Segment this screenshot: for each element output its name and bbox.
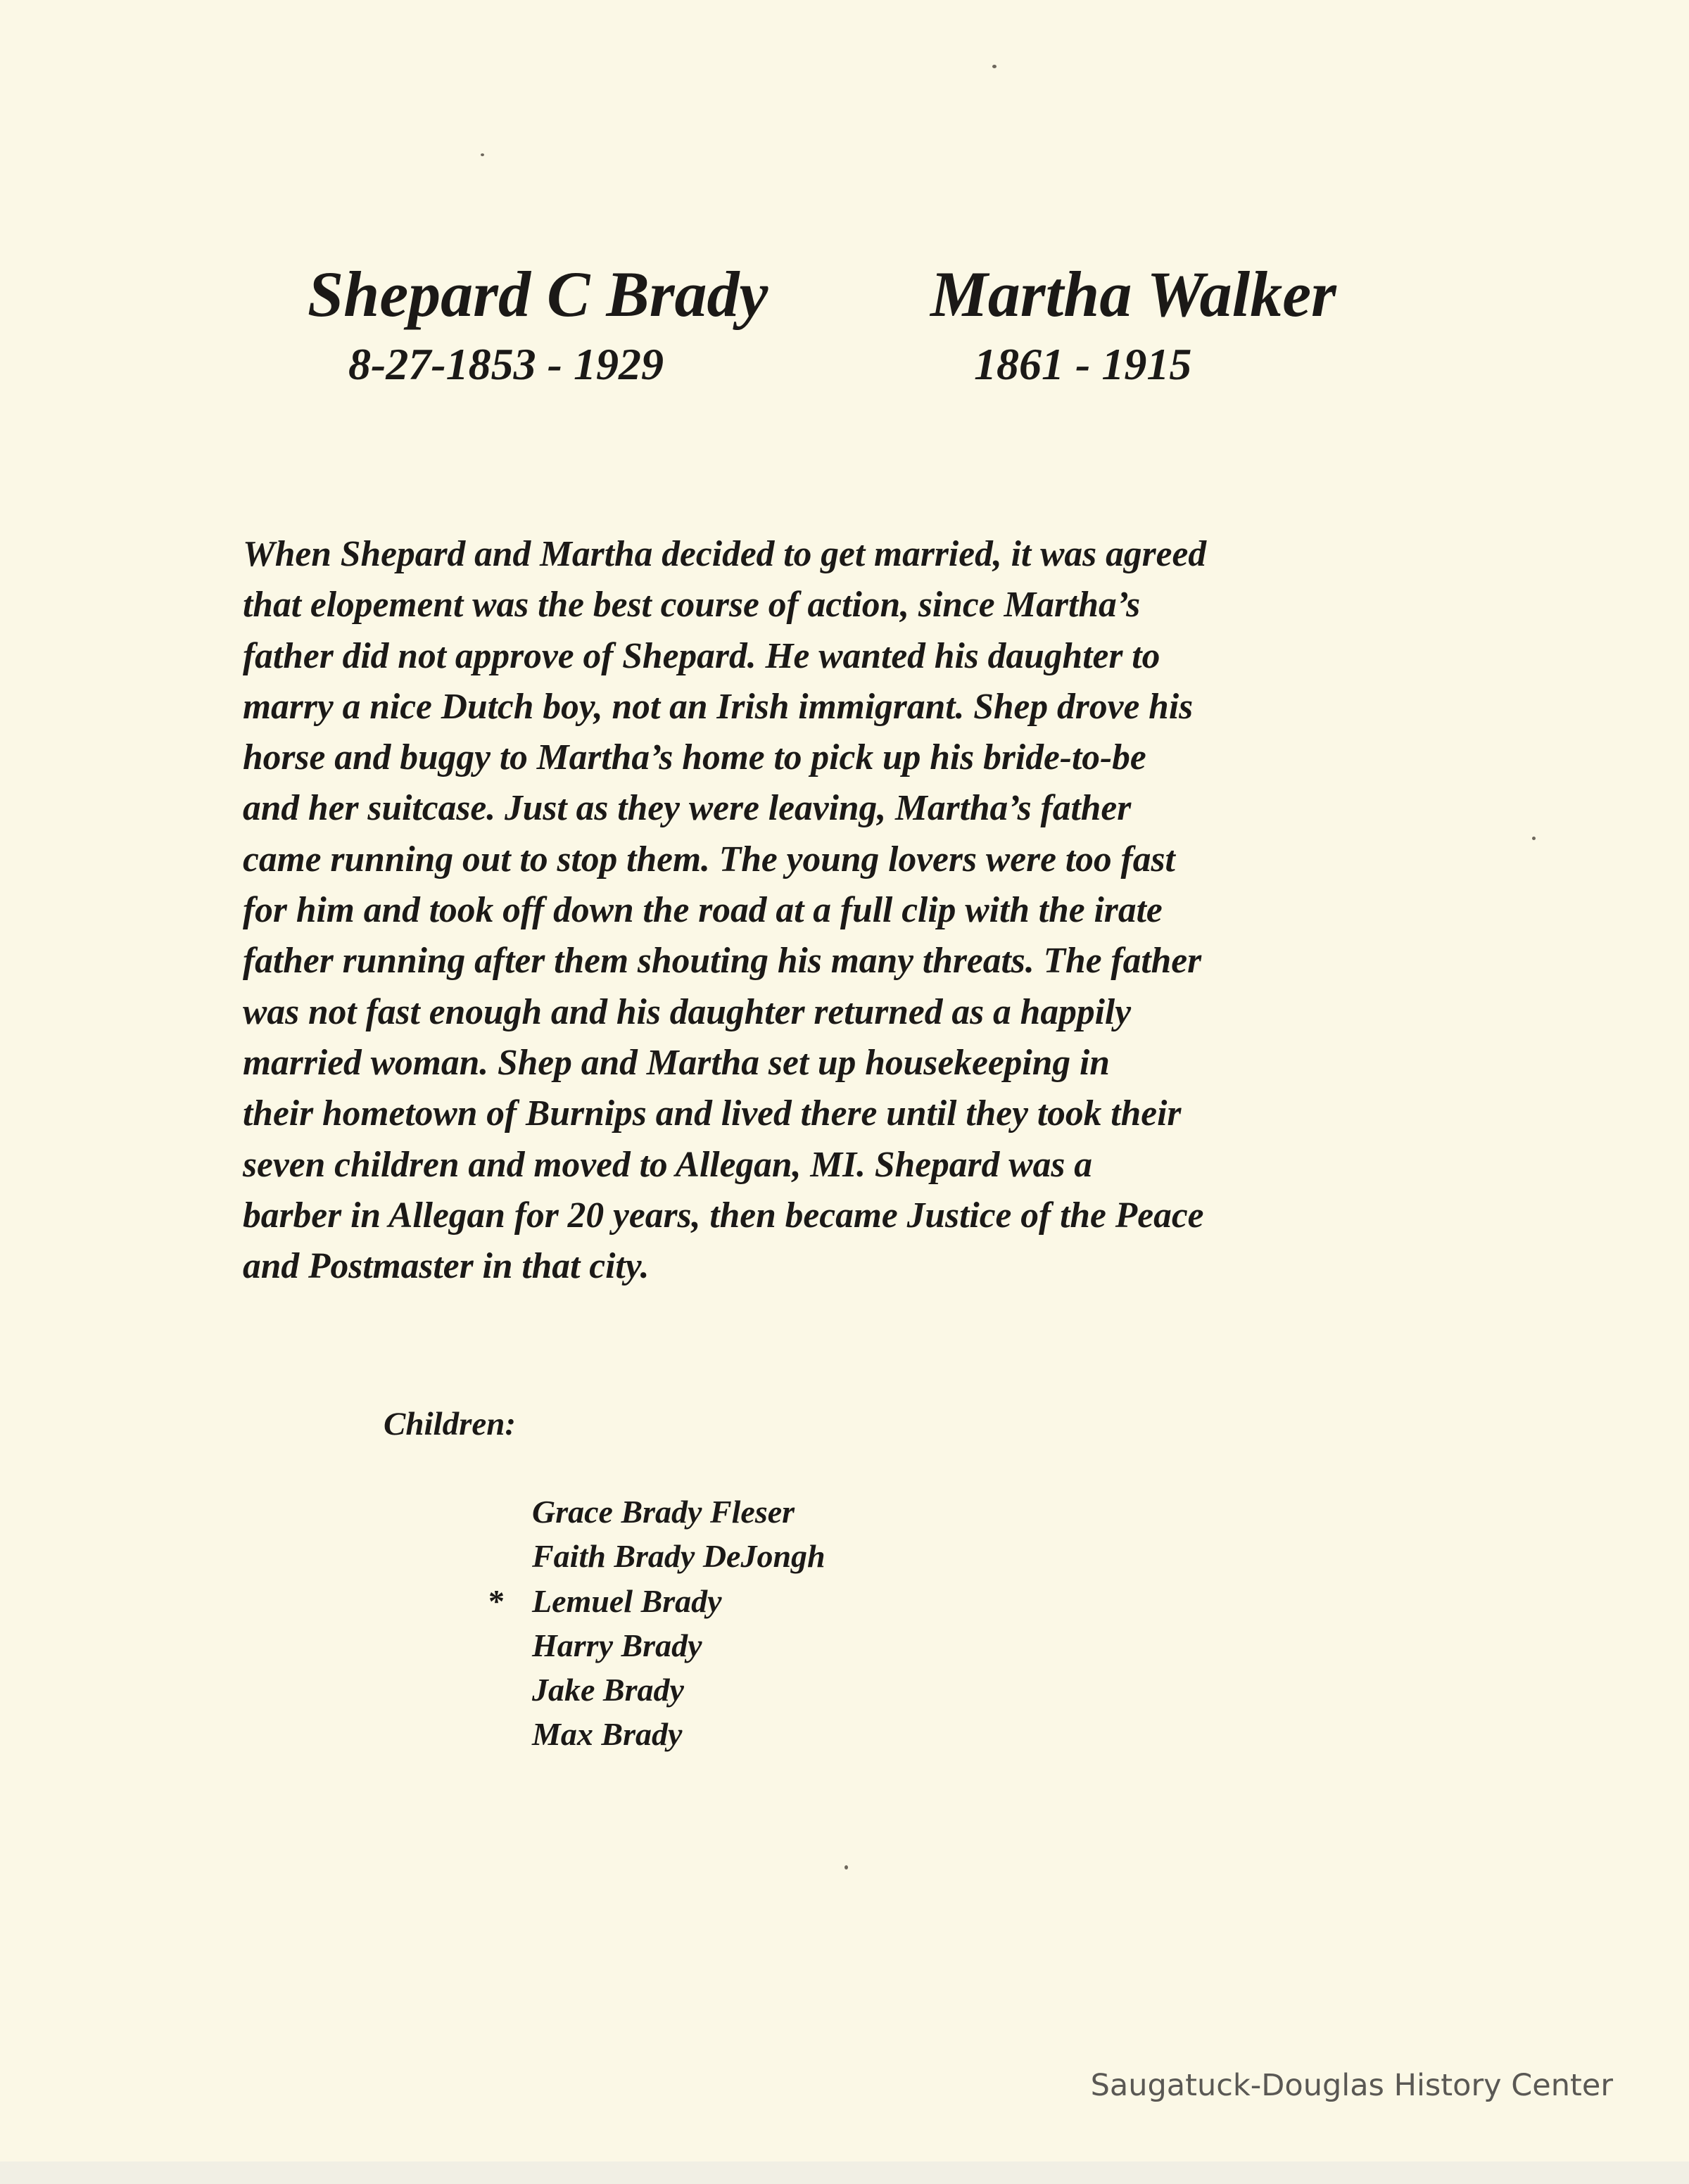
child-name: Grace Brady Fleser xyxy=(532,1494,795,1530)
watermark-text: Saugatuck-Douglas History Center xyxy=(1090,2068,1613,2103)
story-line: father running after them shouting his many threats. The father xyxy=(243,941,1202,982)
person-name: Shepard C Brady xyxy=(308,258,768,330)
person-dates: 8-27-1853 - 1929 xyxy=(348,339,664,389)
child-item xyxy=(532,1534,825,1578)
story-line: married woman. Shep and Martha set up housekeeping in xyxy=(243,1042,1110,1083)
story-line: and Postmaster in that city. xyxy=(243,1246,650,1287)
child-item xyxy=(532,1668,825,1712)
story-line: came running out to stop them. The young lovers were too fast xyxy=(243,839,1175,880)
paper-speck xyxy=(992,65,997,68)
story-line: and her suitcase. Just as they were leaving, Martha’s father xyxy=(243,788,1132,829)
story-line: was not fast enough and his daughter returned as a happily xyxy=(243,991,1132,1032)
story-line: that elopement was the best course of action, since Martha’s xyxy=(243,585,1141,626)
story-line: marry a nice Dutch boy, not an Irish immigrant. Shep drove his xyxy=(243,686,1194,727)
scan-edge xyxy=(0,2161,1689,2184)
child-name: Lemuel Brady xyxy=(532,1582,722,1619)
person-heading-shepard xyxy=(308,258,768,391)
paper-speck xyxy=(1532,837,1536,840)
child-name: Faith Brady DeJongh xyxy=(532,1538,825,1575)
child-name: Harry Brady xyxy=(532,1627,702,1663)
story-line: barber in Allegan for 20 years, then became Justice of the Peace xyxy=(243,1195,1204,1236)
story-line: for him and took off down the road at a full clip with the irate xyxy=(243,890,1163,931)
children-list xyxy=(488,1490,825,1757)
paper-speck xyxy=(844,1865,848,1869)
story-line: When Shepard and Martha decided to get married, it was agreed xyxy=(243,534,1207,574)
child-item xyxy=(532,1490,825,1534)
person-dates: 1861 - 1915 xyxy=(974,339,1192,389)
child-item xyxy=(532,1712,825,1756)
story-line: seven children and moved to Allegan, MI. Shepard was a xyxy=(243,1144,1092,1185)
child-name: Max Brady xyxy=(532,1716,683,1753)
story-line: their hometown of Burnips and lived there until they took their xyxy=(243,1093,1182,1134)
person-name: Martha Walker xyxy=(930,258,1336,330)
children-label: Children: xyxy=(384,1406,517,1442)
child-name: Jake Brady xyxy=(532,1672,684,1708)
person-heading-martha xyxy=(930,258,1336,391)
story-paragraph xyxy=(243,529,1467,1292)
paper-speck xyxy=(481,153,484,156)
child-item xyxy=(488,1579,825,1623)
story-line: father did not approve of Shepard. He wanted his daughter to xyxy=(243,635,1160,676)
story-line: horse and buggy to Martha’s home to pick up his bride-to-be xyxy=(243,737,1146,778)
child-marker: * xyxy=(488,1582,505,1619)
child-item xyxy=(532,1623,825,1668)
